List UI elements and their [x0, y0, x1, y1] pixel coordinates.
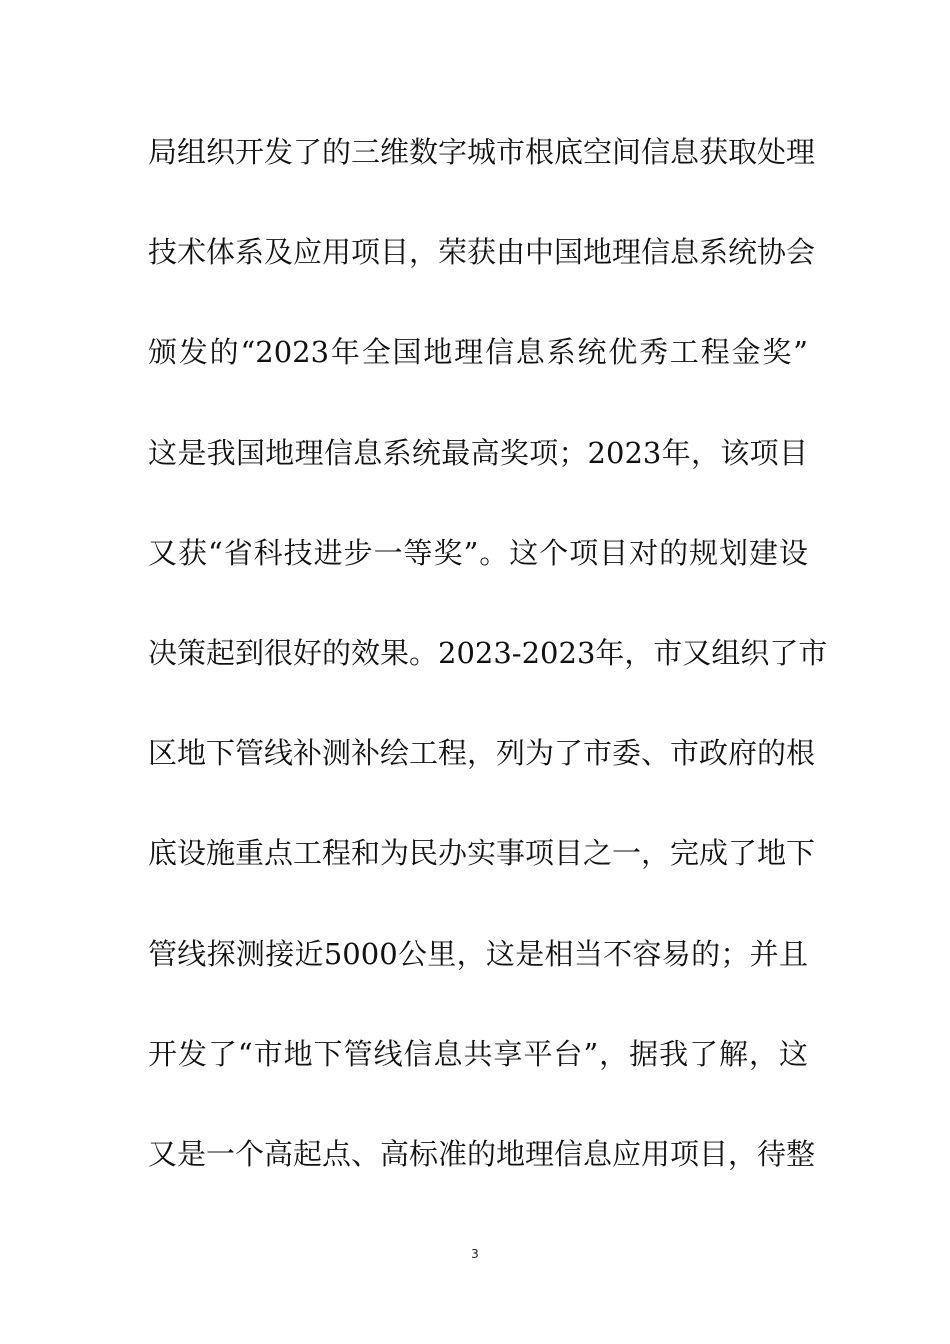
text-line-7: 区地下管线补测补绘工程，列为了市委、市政府的根 [148, 736, 816, 771]
text-line-5: 又获“省科技进步一等奖”。这个项目对的规划建设 [148, 535, 808, 570]
text-line-8: 底设施重点工程和为民办实事项目之一，完成了地下 [148, 836, 816, 871]
body-text [148, 126, 828, 1228]
text-line-4: 这是我国地理信息系统最高奖项；2023年，该项目 [148, 435, 808, 470]
text-line-3: 颁发的“2023年全国地理信息系统优秀工程金奖” [148, 335, 808, 370]
page-number: 3 [471, 1247, 479, 1261]
text-line-6: 决策起到很好的效果。2023-2023年，市又组织了市 [148, 635, 828, 670]
text-line-2: 技术体系及应用项目，荣获由中国地理信息系统协会 [148, 235, 816, 270]
text-line-1: 局组织开发了的三维数字城市根底空间信息获取处理 [148, 135, 816, 169]
text-line-9: 管线探测接近5000公里，这是相当不容易的；并且 [148, 936, 808, 971]
text-line-10: 开发了“市地下管线信息共享平台”，据我了解，这 [148, 1036, 808, 1071]
text-line-11: 又是一个高起点、高标准的地理信息应用项目，待整 [148, 1136, 816, 1171]
